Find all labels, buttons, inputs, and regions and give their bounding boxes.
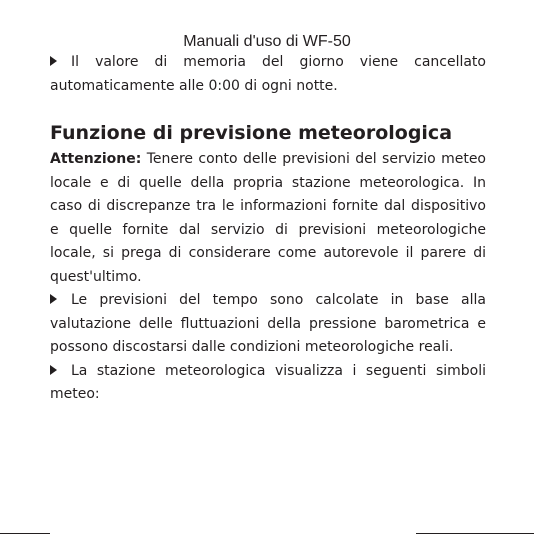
bullet-triangle-icon	[50, 294, 57, 304]
bullet-paragraph-memory	[50, 51, 486, 98]
bullet-text-memory: Il valore di memoria del giorno viene cancellato automaticamente alle 0:00 di ogni notte.	[50, 54, 486, 94]
page-content	[50, 51, 486, 407]
bullet-text-forecast: Le previsioni del tempo sono calcolate in base alla valutazione delle fluttuazioni della pressione barometrica e possono discostarsi dalle condizioni meteorologiche reali.	[50, 292, 486, 355]
attention-text: Tenere conto delle previsioni del servizio meteo locale e di quelle della propria stazione meteorologica. In caso di discrepanze tra le informazioni fornite dal dispositivo e quelle fornite dal servizio di previsioni meteorologiche locale, si prega di considerare come autorevole il parere di quest'ultimo.	[50, 151, 486, 285]
bullet-triangle-icon	[50, 56, 57, 66]
bullet-text-symbols: La stazione meteorologica visualizza i seguenti simboli meteo:	[50, 362, 486, 402]
bullet-paragraph-forecast	[50, 289, 486, 360]
attention-paragraph	[50, 148, 486, 289]
page-footer	[0, 530, 534, 534]
section-title: Funzione di previsione meteorologica	[50, 122, 453, 144]
page-header-title: Manuali d'uso di WF-50	[183, 33, 351, 50]
bullet-triangle-icon	[50, 365, 57, 375]
attention-label: Attenzione:	[50, 151, 142, 167]
bullet-paragraph-symbols	[50, 360, 486, 407]
